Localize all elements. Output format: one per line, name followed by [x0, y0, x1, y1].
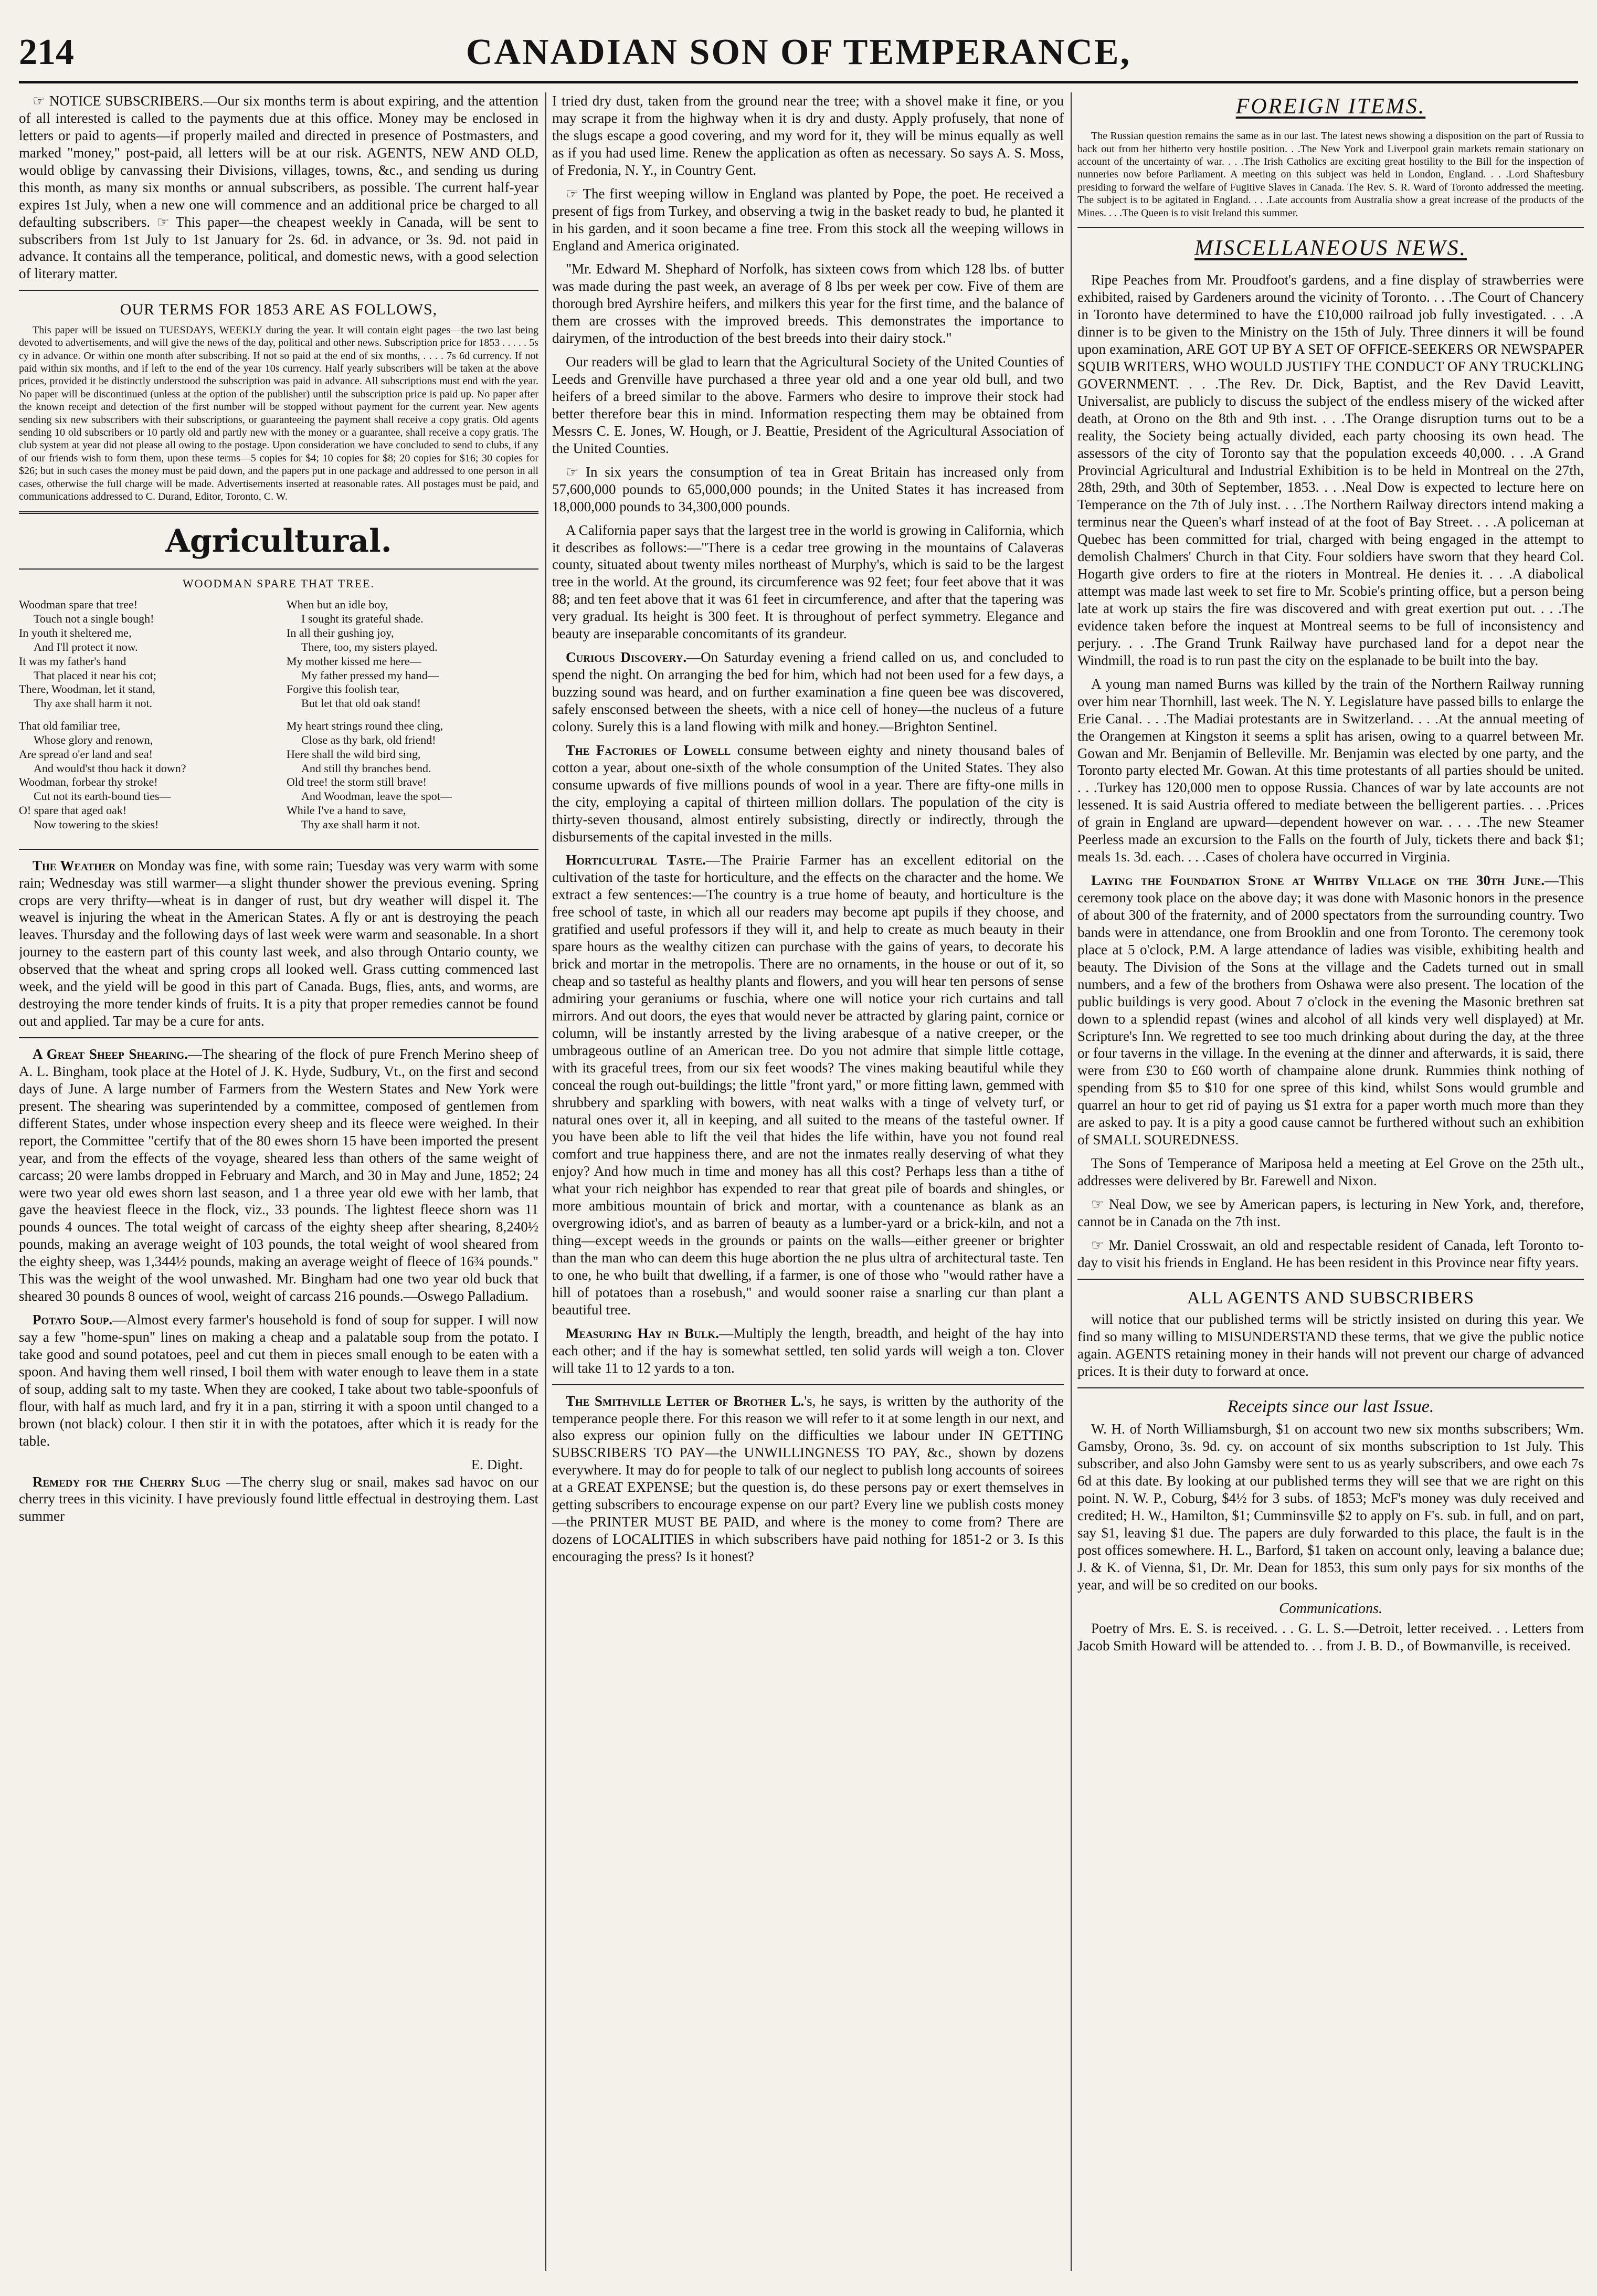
- column-divider: [1071, 92, 1072, 2271]
- tea-article: ☞ In six years the consumption of tea in Great Britain has increased only from 57,600,000 pounds to 65,000,000 pounds; in the United States it has increased from 18,000,000 pounds to 34,300,000 pounds.: [552, 464, 1064, 514]
- poem-line: Close as thy bark, old friend!: [301, 733, 436, 746]
- poem-line: And I'll protect it now.: [34, 640, 138, 654]
- society-article: Our readers will be glad to learn that the Agricultural Society of the United Counties of Leeds and Grenville have purchased a three year old and a one year old bull, and two heifers of a breed similar to the above. Farmers who desire to improve their stock had better therefore bear this in mind. Information respecting them may be obtained from Messrs C. E. Jones, W. Hough, or J. Beattie, President of the Agricultural Association of the United Counties.: [552, 354, 1064, 456]
- letter-lead: The Smithville Letter of Brother L.: [566, 1393, 805, 1409]
- hort-article: —The Prairie Farmer has an excellent editorial on the cultivation of the taste for horticulture, and the effects on the character and the home. We extract a few sentences:—The country is a true home of beauty, and horticulture is the free school of taste, in which all our readers may become apt pupils if they choose, and gratified and useful professors if they will it, and help to create as much beauty in their spare hours as the wealthy citizen can purchase with the gains of years, to decorate his brick and mortar in the metropolis. There are no ornaments, in the house or out of it, so cheap and so tasteful as healthy plants and flowers, and you will hear ten persons of sense admiring your geraniums or fuschia, where one will notice your rich curtains and tall mirrors. And out doors, the eyes that would never be attracted by glaring paint, cornice or column, will be instantly arrested by the living arabesque of a native creeper, or the umbrageous outline of an American tree. Do you not admire that simple little cottage, with its graceful trees, from our six feet woods? The vines making beautiful while they conceal the rough out-buildings; the little "front yard," or more fitting lawn, gemmed with shrubbery and sparkling with bowers, with neat walks with a tinge of velvety turf, or natural ones over it, all in keeping, and all suited to the means of the tasteful owner. If you have been able to lift the veil that hides the life within, have you not found real comfort and true happiness there, and are not the inmates really deserving of what they enjoy? And how much in time and money has all this cost? Perhaps less than a tithe of what your rich neighbor has expended to rear that great pile of boards and shingles, or more ambitious mountain of brick and mortar, with a countenance as blank as an overgrowing idiot's, and as barren of beauty as a lumber-yard or a brick-kiln, and not a thing—except weeds in the grounds or paints on the walls—either greener or brighter than the man who can deem this huge abortion the ne plus ultra of architectural taste. Ten to one, he who built that dwelling, if a farmer, is one of those who "would rather have a hill of potatoes than a rosebush," and would sooner raise a snarling cur than plant a beautiful tree.: [552, 852, 1064, 1318]
- misc-news-2: A young man named Burns was killed by the train of the Northern Railway running over him near Thornhill, last week. The N. Y. Legislature have passed bills to enlarge the Erie Canal. . . .The Madiai protestants are in Switzerland. . . .At the annual meeting of the Orangemen at Kingston it seems a split has arisen, owing to a quarrel between Mr. Gowan and Mr. Benjamin of Belleville. Mr. Benjamin was elected by one party, and the Toronto party elected Mr. Gowan. At this time protestants of all parties should be united. . . .Turkey has 120,000 men to oppose Russia. Chances of war by late accounts are not lessened. It is said Austria offered to mediate between the belligerent parties. . . .Prices of grain in England are upward—dependent however on war. . . . .The new Steamer Peerless made an excursion to the Falls on the fourth of July, tickets there and back $1; meals 1s. 3d. each. . . .Cases of cholera have occurred in Virginia.: [1077, 676, 1584, 865]
- lowell-article: consume between eighty and ninety thousand bales of cotton a year, about one-sixth of the whole consumption of the United States. They also consume upwards of five millions pounds of wool in a year. There are fifty-one mills in the city, employing a capital of thirteen million dollars. The population of the city is thirty-seven thousand, almost entirely subsisting, directly or indirectly, through the disbursements of the capital invested in the mills.: [552, 742, 1064, 845]
- hay-lead: Measuring Hay in Bulk.: [566, 1325, 720, 1341]
- whitby-article: —This ceremony took place on the above day; it was done with Masonic honors in the presence of about 300 of the fraternity, and of 2000 spectators from the surrounding country. Two bands were in attendance, one from Brooklin and one from Toronto. The ceremony took place at 5 o'clock, P.M. A large attendance of ladies was visible, exhibiting health and beauty. The Division of the Sons at the village and the Cadets turned out in small numbers, and a few of the brothers from Oshawa were also present. The location of the public buildings is very good. About 7 o'clock in the evening the Masonic brethren sat down to a splendid repast (wines and alcohol of all kinds very well displayed) at Mr. Scripture's Inn. We regretted to see too much drinking about during the day, at the three or four taverns in the village. In the evening at the dinner and afterwards, it is said, there were from £30 to £60 worth of champaine alone drunk. Rummies think nothing of spending from $5 to $10 for one spree of this kind, whilst Sons would grumble and quarrel an hour to get rid of paying us $1 extra for a paper worth much more than they are asked to pay. It is a pity a good cause cannot be furthered without such an exhibition of SMALL SOUREDNESS.: [1077, 872, 1584, 1148]
- divider: [19, 568, 538, 570]
- whitby-lead: Laying the Foundation Stone at Whitby Village on the 30th June.: [1091, 872, 1545, 889]
- newspaper-title: CANADIAN SON OF TEMPERANCE,: [466, 32, 1131, 72]
- column-divider: [545, 92, 546, 2271]
- divider: [19, 290, 538, 291]
- column-3: [1077, 92, 1584, 2271]
- divider: [19, 511, 538, 514]
- divider: [1077, 1387, 1584, 1388]
- terms-text: This paper will be issued on TUESDAYS, WEEKLY during the year. It will contain eight pages—the two last being devoted to advertisements, and will give the news of the day, political and other news. Subscription price for 1853 . . . . . 5s cy in advance. Or within one month after subscribing. If not so paid at the end of six months, . . . . 7s 6d currency. If not paid within six months, and if left to the end of the year 10s currency. Half yearly subscribers will be taken at the above prices, provided it be distinctly understood the subscription was paid in advance. All subscriptions must end with the year. No paper will be discontinued (unless at the option of the publisher) until the subscription price is paid up. No paper after the known receipt and detection of the first number will be stopped without payment for the current year. New agents sending six new subscribers with their subscriptions, or guaranteeing the payment shall receive a copy gratis. Old agents sending 10 old subscribers or 10 partly old and partly new with the money or a guarantee, shall receive a copy gratis. The club system at year did not please all owing to the postage. Upon consideration we have concluded to send to clubs, if any of our friends wish to form them, upon these terms—5 copies for $4; 10 copies for $8; 20 copies for $16; 30 copies for $26; but in such cases the money must be paid down, and the papers put in one package and addressed to one person in all cases, otherwise the full charge will be made. Advertisements inserted at reasonable rates. All postages must be paid, and communications addressed to C. Durand, Editor, Toronto, C. W.: [19, 324, 538, 502]
- dow-article: ☞ Neal Dow, we see by American papers, is lecturing in New York, and, therefore, cannot be in Canada on the 7th inst.: [1077, 1196, 1584, 1229]
- poem-left-column: [19, 598, 271, 840]
- poem-line: My father pressed my hand—: [301, 668, 439, 682]
- mariposa-article: The Sons of Temperance of Mariposa held a meeting at Eel Grove on the 25th ult., addresses were delivered by Br. Farewell and Nixon.: [1077, 1155, 1584, 1189]
- poem-line: Are spread o'er land and sea!: [19, 747, 153, 761]
- hort-lead: Horticultural Taste.: [566, 852, 706, 868]
- poem-line: Thy axe shall harm it not.: [34, 697, 153, 710]
- poem-line: Woodman, forbear thy stroke!: [19, 775, 158, 789]
- poem-line: In youth it sheltered me,: [19, 626, 132, 640]
- poem-line: In all their gushing joy,: [287, 626, 394, 640]
- sheep-lead: A Great Sheep Shearing.: [33, 1046, 188, 1062]
- poem-line: Cut not its earth-bound ties—: [34, 789, 171, 803]
- poem-line: There, too, my sisters played.: [301, 640, 438, 654]
- poem-line: Here shall the wild bird sing,: [287, 747, 421, 761]
- foreign-items-heading: FOREIGN ITEMS.: [1235, 94, 1426, 119]
- slug-lead: Remedy for the Cherry Slug: [33, 1473, 221, 1490]
- weather-lead: The Weather: [33, 857, 116, 873]
- divider: [19, 849, 538, 850]
- letter-article: 's, he says, is written by the authority of the temperance people there. For this reason we will refer to it at some length in our next, and also express our opinion fully on the difficulties we labour under IN GETTING SUBSCRIBERS TO PAY—the UNWILLINGNESS TO PAY, &c., shown by dozens everywhere. It may do for people to talk of our neglect to publish long accounts of soirees at a GREAT EXPENSE; but the question is, do these persons pay or exert themselves in getting subscribers to encourage expense on our part? Every line we publish costs money—the PRINTER MUST BE PAID, and where is the money to come from? There are dozens of LOCALITIES in which subscribers have paid nothing for 1851-2 or 3. Is this encouraging the press? Is it honest?: [552, 1393, 1064, 1564]
- misc-news-heading: MISCELLANEOUS NEWS.: [1194, 236, 1467, 260]
- divider: [552, 1384, 1064, 1385]
- weather-article: on Monday was fine, with some rain; Tuesday was very warm with some rain; Wednesday was still warmer—a slight thunder shower the previous evening. Spring crops are very thrifty—wheat is in danger of rust, but dry weather will dispel it. The weavel is injuring the wheat in the American States. A fly or ant is destroying the peach leaves. Thursday and the following days of last week were warm and seasonable. In a short journey to the eastern part of this county last week, and also through Ontario county, we observed that the wheat and spring crops all looked well. Grass cutting commenced last week, and the yield will be good in this part of Canada. Bugs, flies, ants, and worms, are destroying the more tender kinds of fruits. It is a pity that proper remedies cannot be found out and applied. Tar may be a cure for ants.: [19, 857, 538, 1029]
- poem-line: My heart strings round thee cling,: [287, 719, 443, 733]
- poem-line: I sought its grateful shade.: [301, 612, 424, 626]
- poem-line: That placed it near his cot;: [34, 668, 156, 682]
- poem-line: Whose glory and renown,: [34, 733, 153, 746]
- poem-line: Now towering to the skies!: [34, 817, 159, 831]
- curious-lead: Curious Discovery.: [566, 649, 687, 666]
- poem-stanza: [19, 719, 271, 832]
- potato-lead: Potato Soup.: [33, 1312, 113, 1328]
- hay-article: —Multiply the length, breadth, and height of the hay into each other; and if the hay is somewhat settled, ten solid yards will weigh a ton. Clover will take 11 to 12 yards to a ton.: [552, 1325, 1064, 1376]
- poem-line: When but an idle boy,: [287, 598, 388, 612]
- misc-news-1: Ripe Peaches from Mr. Proudfoot's gardens, and a fine display of strawberries were exhibited, raised by Gardeners around the vicinity of Toronto. . . .The Court of Chancery in Toronto have determined to have the £10,000 railroad job fully investigated. . . .A dinner is to be given to the Ministry on the 15th of July. Three dinners it will be found upon examination, ARE GOT UP BY A SET OF OFFICE-SEEKERS OR NEWSPAPER SQUIB WRITERS, WHO WOULD JUSTIFY THE CONDUCT OF ANY TRUCKLING GOVERNMENT. . . .The Rev. Dr. Dick, Baptist, and the Rev David Leavitt, Universalist, are publicly to discuss the subject of the endless misery of the wicked after death, at Orono on the 8th and 9th inst. . . .The Orange disruption turns out to be a reality, the Society being actually divided, each party choosing its own head. The assessors of the city of Toronto say that the population exceeds 40,000. . . .A Grand Provincial Agricultural and Industrial Exhibition is to be held in Montreal on the 27th, 28th, 29th, and 30th of September, 1853. . . .Neal Dow is expected to lecture here on Temperance on the 7th of July inst. . . .The Northern Railway directors intend making a terminus near the Queen's wharf instead of at the foot of Bay Street. . . .A policeman at Quebec has been committed for trial, charged with being engaged in the attempt to demolish Chalmers' Church in that City. Four soldiers have sworn that they heard Col. Hogarth give orders to fire at the rioters in Montreal. He denies it. . . .A diabolical attempt was made last week to set fire to Mr. Scobie's printing office, but a person being late at work up stairs the fire was discovered and with great exertion put out. . . .The evidence taken before the inquest at Montreal seems to be full of inconsistency and perjury. . . .The Grand Trunk Railway have purchased land for a depot near the Windmill, the road is to run past the city on the esplanade to be built into the bay.: [1077, 272, 1584, 668]
- agents-heading: ALL AGENTS AND SUBSCRIBERS: [1187, 1288, 1475, 1308]
- sheep-article: —The shearing of the flock of pure French Merino sheep of A. L. Bingham, took place at the Hotel of J. K. Hyde, Sudbury, Vt., on the first and second days of June. A large number of Farmers from the Western States and New York were present. The shearing was superintended by a committee, composed of gentlemen from different States, under whose inspection every sheep and its fleece were weighed. In their report, the Committee "certify that of the 80 ewes shorn 15 have been imported the present year, and from the effects of the voyage, sheared less than others of the same weight of carcass; 20 were lambs dropped in February and March, and 30 in May and June, 1852; 24 were two year old ewes shorn last season, and 1 a three year old ewe with her lamb, that gave the heaviest fleece in the flock, viz., 33 pounds. The lightest fleece shorn was 11 pounds 4 ounces. The total weight of carcass of the eighty sheep after shearing, 8,240½ pounds, making an average weight of 103 pounds, the total weight of wool sheared from the eighty sheep, was 1,344½ pounds, making an average weight of fleece of 16¾ pounds." This was the weight of the wool unwashed. Mr. Bingham had one two year old buck that sheared 30 pounds 8 ounces of wool, weight of carcass 216 pounds.—Oswego Palladium.: [19, 1046, 538, 1304]
- crosswait-article: ☞ Mr. Daniel Crosswait, an old and respectable resident of Canada, left Toronto to-day to visit his friends in England. He has been resident in this Province near fifty years.: [1077, 1237, 1584, 1270]
- poem-line: And still thy branches bend.: [301, 761, 431, 775]
- divider: [1077, 227, 1584, 228]
- communications-heading: Communications.: [1279, 1600, 1382, 1617]
- poem-stanza: [287, 598, 538, 711]
- poem-line: But let that old oak stand!: [301, 697, 421, 710]
- poem-line: That old familiar tree,: [19, 719, 121, 733]
- agricultural-heading: Agricultural.: [165, 523, 392, 560]
- lowell-lead: The Factories of Lowell: [566, 742, 731, 758]
- poem-line: Old tree! the storm still brave!: [287, 775, 427, 789]
- slug-continued: I tried dry dust, taken from the ground near the tree; with a shovel make it fine, or you may scrape it from the highway when it is dry and dusty. Apply profusely, that none of the slugs escape a good covering, and my word for it, they will be minus equally as well as if you had used lime. Renew the application as often as necessary. So says A. S. Moss, of Fredonia, N. Y., in Country Gent.: [552, 93, 1064, 178]
- curious-article: —On Saturday evening a friend called on us, and concluded to spend the night. On arranging the bed for him, which had not been used for a few days, a buzzing sound was heard, and on further examination a fine queen bee was discovered, safely ensconsed between the sheets, with a nice cell of honey—the nucleus of a future colony. Surely this is a land flowing with milk and honey.—Brighton Sentinel.: [552, 649, 1064, 734]
- poem-line: While I've a hand to save,: [287, 803, 406, 817]
- column-2: [552, 92, 1064, 2271]
- receipts-list: W. H. of North Williamsburgh, $1 on account two new six months subscribers; Wm. Gamsby, Orono, 3s. 9d. cy. on account of six months subscription to 1st July. This subscriber, and also John Gamsby were sent to us as yearly subscribers, and owe each 7s 6d at this date. By looking at our published terms they will see that we are right on this point. N. W. P., Coburg, $4½ for 3 subs. of 1853; McF's money was duly received and credited; H. W., Hamilton, $1; Cumminsville $2 to apply on F's. sub. in full, and on part, say $1, leaving $1 due. The papers are duly forwarded to this place, the fault is in the post offices somewhere. H. L., Barford, $1 taken on account only, leaving a balance due; J. & K. of Vienna, $1, Dr. Mr. Dean for 1853, this sum only pays for six months of the year, and will be so credited on our books.: [1077, 1421, 1584, 1593]
- notice-subscribers: ☞ NOTICE SUBSCRIBERS.—Our six months term is about expiring, and the attention of all interested is called to the payments due at this office. Money may be enclosed in letters or paid to agents—if properly mailed and directed in presence of Postmasters, and marked "money," post-paid, all letters will be at our risk. AGENTS, NEW AND OLD, would oblige by canvassing their Divisions, villages, towns, &c., and sending us during this month, as many six months or annual subscribers, as possible. The current half-year expires 1st July, when a new one will commence and an additional price be charged to all defaulting subscribers. ☞ This paper—the cheapest weekly in Canada, will be sent to subscribers from 1st July to 1st January for 2s. 6d. in advance, or 3s. 9d. not paid in advance. It contains all the temperance, political, and domestic news, with a good selection of literary matter.: [19, 93, 538, 282]
- poem-line: And would'st thou hack it down?: [34, 761, 186, 775]
- poem-title: WOODMAN SPARE THAT TREE.: [182, 576, 375, 590]
- communications-list: Poetry of Mrs. E. S. is received. . . G. L. S.—Detroit, letter received. . . Letters from Jacob Smith Howard will be attended to. . . from J. B. D., of Bowmanville, is received.: [1077, 1620, 1584, 1653]
- column-1: [19, 92, 538, 2271]
- poem-stanza: [287, 719, 538, 832]
- poem: [19, 598, 538, 840]
- foreign-items: The Russian question remains the same as in our last. The latest news showing a disposition on the part of Russia to back out from her hitherto very hostile position. . .The New York and Liverpool grain markets remain stationary on account of the uncertainty of war. . . .The Irish Catholics are exciting great hostility to the Bill for the inspection of nunneries now before Parliament. A meeting on this subject was held in London, England. . . .Lord Shaftesbury presiding to forward the welfare of Fugitive Slaves in Canada. The Rev. S. R. Ward of Toronto addressed the meeting. The subject is to be agitated in England. . . .Late accounts from Australia show a great increase of the products of the Mines. . . .The Queen is to visit Ireland this summer.: [1077, 130, 1584, 219]
- slug-article: —The cherry slug or snail, makes sad havoc on our cherry trees in this vicinity. I have previously found little effectual in destroying them. Last summer: [19, 1473, 538, 1524]
- poem-line: And Woodman, leave the spot—: [301, 789, 452, 803]
- potato-article: —Almost every farmer's household is fond of soup for supper. I will now say a few "home-spun" lines on making a cheap and a palatable soup from the potato. I take good and sound potatoes, peel and cut them in pieces small enough to be eaten with a spoon. And having them well rinsed, I boil them with water enough to leave them in a state of soup, adding salt to my taste. When they are cooked, I take about two table-spoonfuls of flour, with half as much lard, and fry it in a pan, stirring it with a spoon until changed to a brown (not black) colour. I then stir it in with the potatoes, after which it is ready for the table.: [19, 1312, 538, 1449]
- potato-signature: E. Dight.: [471, 1456, 523, 1472]
- divider: [19, 1037, 538, 1038]
- willow-article: ☞ The first weeping willow in England was planted by Pope, the poet. He received a present of figs from Turkey, and observing a twig in the basket ready to bud, he planted it in his garden, and it soon became a fine tree. From this stock all the weeping willows in England and America originated.: [552, 185, 1064, 254]
- poem-line: O! spare that aged oak!: [19, 803, 127, 817]
- poem-stanza: [19, 598, 271, 711]
- poem-right-column: [287, 598, 538, 840]
- divider: [1077, 1279, 1584, 1280]
- page-header: [19, 31, 1578, 83]
- cows-article: "Mr. Edward M. Shephard of Norfolk, has sixteen cows from which 128 lbs. of butter was made during the past week, an average of 8 lbs per week per cow. Five of them are thorough bred Ayrshire heifers, and milkers this year for the first time, and the balance of them are crosses with the improved breeds. This demonstrates the importance to dairymen, of the introduction of the best breeds into their dairy stock.": [552, 261, 1064, 346]
- poem-line: Forgive this foolish tear,: [287, 682, 400, 696]
- poem-line: My mother kissed me here—: [287, 654, 421, 668]
- poem-line: It was my father's hand: [19, 654, 126, 668]
- poem-line: There, Woodman, let it stand,: [19, 682, 155, 696]
- page-number: 214: [19, 32, 74, 72]
- terms-heading: OUR TERMS FOR 1853 ARE AS FOLLOWS,: [120, 301, 438, 319]
- poem-line: Woodman spare that tree!: [19, 598, 138, 612]
- tree-article: A California paper says that the largest tree in the world is growing in California, which it describes as follows:—"There is a cedar tree growing in the mountains of Calaveras county, situated about twenty miles northeast of Murphy's, which is said to be the largest tree in the world. At the ground, its circumference was 92 feet; four feet above that it was 88; and ten feet above that it was 61 feet in circumference, and after that the tapering was very gradual. Its height is 300 feet. It is throughout of perfect symmetry. Elegance and beauty are inseparable concomitants of its grandeur.: [552, 522, 1064, 642]
- poem-line: Thy axe shall harm it not.: [301, 817, 420, 831]
- agents-notice: will notice that our published terms will be strictly insisted on during this year. We find so many willing to MISUNDERSTAND these terms, that we give the public notice again. AGENTS retaining money in their hands will not prevent our charge of advanced prices. It is their duty to forward at once.: [1077, 1311, 1584, 1379]
- receipts-heading: Receipts since our last Issue.: [1227, 1396, 1434, 1416]
- poem-line: Touch not a single bough!: [34, 612, 154, 626]
